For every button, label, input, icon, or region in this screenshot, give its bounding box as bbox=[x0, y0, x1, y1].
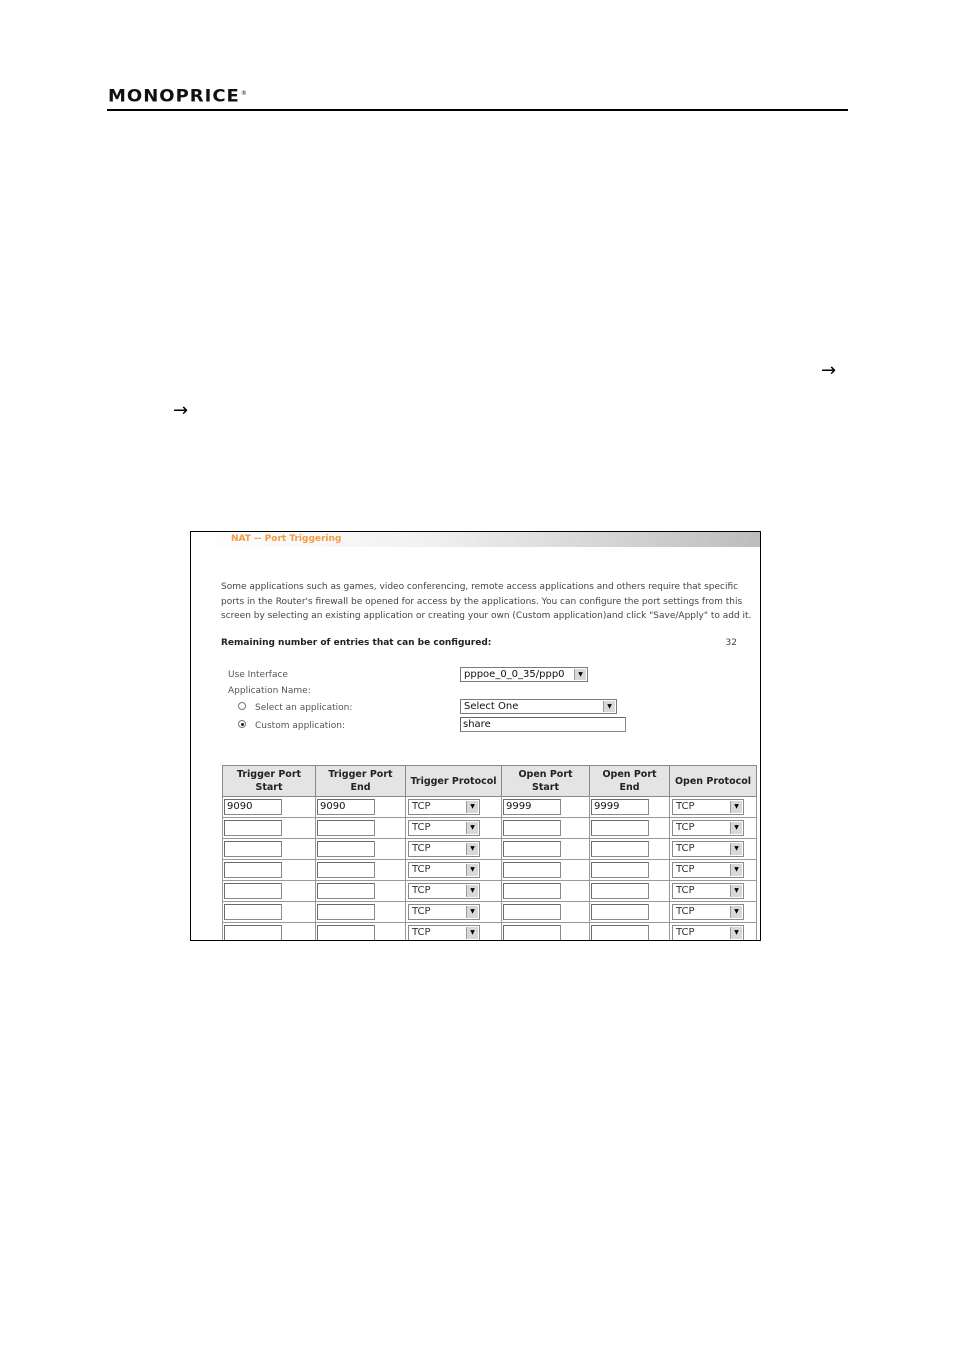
chevron-down-icon: ▼ bbox=[730, 885, 742, 897]
table-cell bbox=[406, 881, 502, 902]
chevron-down-icon: ▼ bbox=[466, 906, 478, 918]
remaining-label: Remaining number of entries that can be configured: bbox=[221, 638, 492, 648]
trigger-port-end-input[interactable] bbox=[317, 841, 375, 857]
logo-text: MONOPRICE bbox=[108, 86, 240, 107]
protocol-value: TCP bbox=[412, 864, 431, 875]
table-row bbox=[223, 818, 757, 839]
protocol-value: TCP bbox=[412, 801, 431, 812]
table-cell bbox=[670, 839, 757, 860]
trigger-port-end-input[interactable] bbox=[317, 883, 375, 899]
column-header: Trigger Port End bbox=[316, 766, 406, 797]
trigger-port-end-input[interactable]: 9090 bbox=[317, 799, 375, 815]
open-port-end-input[interactable]: 9999 bbox=[591, 799, 649, 815]
chevron-down-icon: ▼ bbox=[466, 864, 478, 876]
table-row bbox=[223, 881, 757, 902]
column-header: Trigger Port Start bbox=[223, 766, 316, 797]
header-divider bbox=[107, 109, 848, 111]
select-application-dropdown[interactable] bbox=[460, 699, 617, 714]
table-cell bbox=[670, 860, 757, 881]
protocol-value: TCP bbox=[412, 885, 431, 896]
table-cell bbox=[316, 797, 406, 818]
trigger-protocol-select[interactable] bbox=[408, 904, 480, 920]
protocol-value: TCP bbox=[676, 885, 695, 896]
trigger-port-end-input[interactable] bbox=[317, 904, 375, 920]
open-protocol-select[interactable] bbox=[672, 841, 744, 857]
table-cell bbox=[590, 839, 670, 860]
open-protocol-select[interactable] bbox=[672, 799, 744, 815]
chevron-down-icon: ▼ bbox=[466, 822, 478, 834]
open-port-end-input[interactable] bbox=[591, 925, 649, 941]
table-cell bbox=[406, 818, 502, 839]
protocol-value: TCP bbox=[412, 906, 431, 917]
table-cell bbox=[502, 797, 590, 818]
trigger-protocol-select[interactable] bbox=[408, 862, 480, 878]
table-row bbox=[223, 902, 757, 923]
protocol-value: TCP bbox=[676, 822, 695, 833]
trigger-protocol-select[interactable] bbox=[408, 841, 480, 857]
chevron-down-icon: ▼ bbox=[730, 906, 742, 918]
table-cell bbox=[223, 923, 316, 942]
protocol-value: TCP bbox=[412, 822, 431, 833]
trigger-protocol-select[interactable] bbox=[408, 820, 480, 836]
custom-application-input[interactable]: share bbox=[460, 717, 626, 732]
table-row bbox=[223, 860, 757, 881]
table-cell bbox=[502, 818, 590, 839]
trigger-protocol-select[interactable] bbox=[408, 799, 480, 815]
table-cell bbox=[670, 881, 757, 902]
table-cell bbox=[502, 902, 590, 923]
open-port-end-input[interactable] bbox=[591, 820, 649, 836]
protocol-value: TCP bbox=[676, 906, 695, 917]
chevron-down-icon: ▼ bbox=[466, 843, 478, 855]
port-trigger-table bbox=[222, 765, 757, 941]
open-protocol-select[interactable] bbox=[672, 883, 744, 899]
chevron-down-icon: ▼ bbox=[730, 822, 742, 834]
table-cell bbox=[590, 902, 670, 923]
table-cell bbox=[502, 839, 590, 860]
trigger-port-end-input[interactable] bbox=[317, 925, 375, 941]
select-application-radio[interactable] bbox=[238, 702, 246, 710]
open-port-start-input[interactable] bbox=[503, 820, 561, 836]
table-cell bbox=[670, 923, 757, 942]
chevron-down-icon: ▼ bbox=[730, 843, 742, 855]
trigger-port-start-input[interactable] bbox=[224, 925, 282, 941]
protocol-value: TCP bbox=[412, 843, 431, 854]
table-cell bbox=[670, 797, 757, 818]
table-cell bbox=[590, 797, 670, 818]
open-port-start-input[interactable] bbox=[503, 925, 561, 941]
table-cell bbox=[670, 818, 757, 839]
trigger-port-start-input[interactable] bbox=[224, 841, 282, 857]
open-port-end-input[interactable] bbox=[591, 841, 649, 857]
use-interface-select[interactable] bbox=[460, 667, 588, 682]
trigger-port-start-input[interactable] bbox=[224, 862, 282, 878]
table-cell bbox=[316, 902, 406, 923]
table-cell bbox=[406, 902, 502, 923]
trigger-protocol-select[interactable] bbox=[408, 925, 480, 941]
chevron-down-icon: ▼ bbox=[603, 701, 615, 712]
table-cell bbox=[316, 839, 406, 860]
use-interface-value: pppoe_0_0_35/ppp0 bbox=[464, 669, 565, 680]
custom-application-radio[interactable] bbox=[238, 720, 246, 728]
table-cell bbox=[223, 881, 316, 902]
table-cell bbox=[590, 860, 670, 881]
column-header: Open Port Start bbox=[502, 766, 590, 797]
application-name-label: Application Name: bbox=[228, 686, 311, 696]
chevron-down-icon: ▼ bbox=[730, 927, 742, 939]
select-application-value: Select One bbox=[464, 701, 519, 712]
open-port-start-input[interactable] bbox=[503, 904, 561, 920]
table-cell bbox=[590, 923, 670, 942]
right-arrow-icon: → bbox=[821, 360, 837, 381]
open-protocol-select[interactable] bbox=[672, 904, 744, 920]
table-cell bbox=[406, 860, 502, 881]
open-port-end-input[interactable] bbox=[591, 883, 649, 899]
protocol-value: TCP bbox=[676, 843, 695, 854]
trigger-port-start-input[interactable] bbox=[224, 883, 282, 899]
column-header: Trigger Protocol bbox=[406, 766, 502, 797]
trigger-port-start-input[interactable]: 9090 bbox=[224, 799, 282, 815]
trigger-protocol-select[interactable] bbox=[408, 883, 480, 899]
monoprice-logo bbox=[108, 87, 248, 107]
page-title: NAT -- Port Triggering bbox=[191, 532, 760, 547]
table-cell bbox=[316, 818, 406, 839]
protocol-value: TCP bbox=[676, 801, 695, 812]
table-cell bbox=[502, 923, 590, 942]
table-cell bbox=[316, 923, 406, 942]
open-port-end-input[interactable] bbox=[591, 862, 649, 878]
description-text: Some applications such as games, video conferencing, remote access applications and others require that specific ports in the Router's firewall be opened for access by the applications. You can configure the port settings from this screen by selecting an existing application or creating your own (Custom application)and click "Save/Apply" to add it. bbox=[221, 582, 752, 621]
chevron-down-icon: ▼ bbox=[466, 885, 478, 897]
table-cell bbox=[502, 860, 590, 881]
table-cell bbox=[670, 902, 757, 923]
registered-mark: ® bbox=[240, 90, 248, 97]
table-row bbox=[223, 923, 757, 942]
table-cell bbox=[590, 881, 670, 902]
chevron-down-icon: ▼ bbox=[466, 801, 478, 813]
right-arrow-icon: → bbox=[173, 400, 189, 421]
use-interface-label: Use Interface bbox=[228, 670, 288, 680]
table-cell bbox=[590, 818, 670, 839]
table-cell bbox=[223, 797, 316, 818]
table-header-row bbox=[223, 766, 757, 797]
table-cell bbox=[223, 839, 316, 860]
table-row bbox=[223, 797, 757, 818]
select-application-label: Select an application: bbox=[255, 703, 353, 713]
column-header: Open Port End bbox=[590, 766, 670, 797]
protocol-value: TCP bbox=[676, 927, 695, 938]
open-protocol-select[interactable] bbox=[672, 820, 744, 836]
chevron-down-icon: ▼ bbox=[730, 864, 742, 876]
table-cell bbox=[223, 860, 316, 881]
trigger-port-end-input[interactable] bbox=[317, 820, 375, 836]
remaining-count: 32 bbox=[725, 638, 737, 648]
table-cell bbox=[406, 839, 502, 860]
chevron-down-icon: ▼ bbox=[466, 927, 478, 939]
protocol-value: TCP bbox=[676, 864, 695, 875]
open-port-start-input[interactable] bbox=[503, 841, 561, 857]
custom-application-label: Custom application: bbox=[255, 721, 346, 731]
open-port-start-input[interactable]: 9999 bbox=[503, 799, 561, 815]
trigger-port-end-input[interactable] bbox=[317, 862, 375, 878]
remaining-entries bbox=[221, 638, 737, 648]
table-cell bbox=[406, 797, 502, 818]
open-protocol-select[interactable] bbox=[672, 925, 744, 941]
table-cell bbox=[316, 860, 406, 881]
table-cell bbox=[223, 818, 316, 839]
table-cell bbox=[502, 881, 590, 902]
table-cell bbox=[223, 902, 316, 923]
chevron-down-icon: ▼ bbox=[730, 801, 742, 813]
trigger-port-start-input[interactable] bbox=[224, 820, 282, 836]
table-cell bbox=[316, 881, 406, 902]
protocol-value: TCP bbox=[412, 927, 431, 938]
trigger-port-start-input[interactable] bbox=[224, 904, 282, 920]
open-port-start-input[interactable] bbox=[503, 883, 561, 899]
table-cell bbox=[406, 923, 502, 942]
chevron-down-icon: ▼ bbox=[574, 669, 586, 680]
open-protocol-select[interactable] bbox=[672, 862, 744, 878]
column-header: Open Protocol bbox=[670, 766, 757, 797]
open-port-start-input[interactable] bbox=[503, 862, 561, 878]
table-row bbox=[223, 839, 757, 860]
port-triggering-screenshot bbox=[190, 531, 761, 941]
open-port-end-input[interactable] bbox=[591, 904, 649, 920]
